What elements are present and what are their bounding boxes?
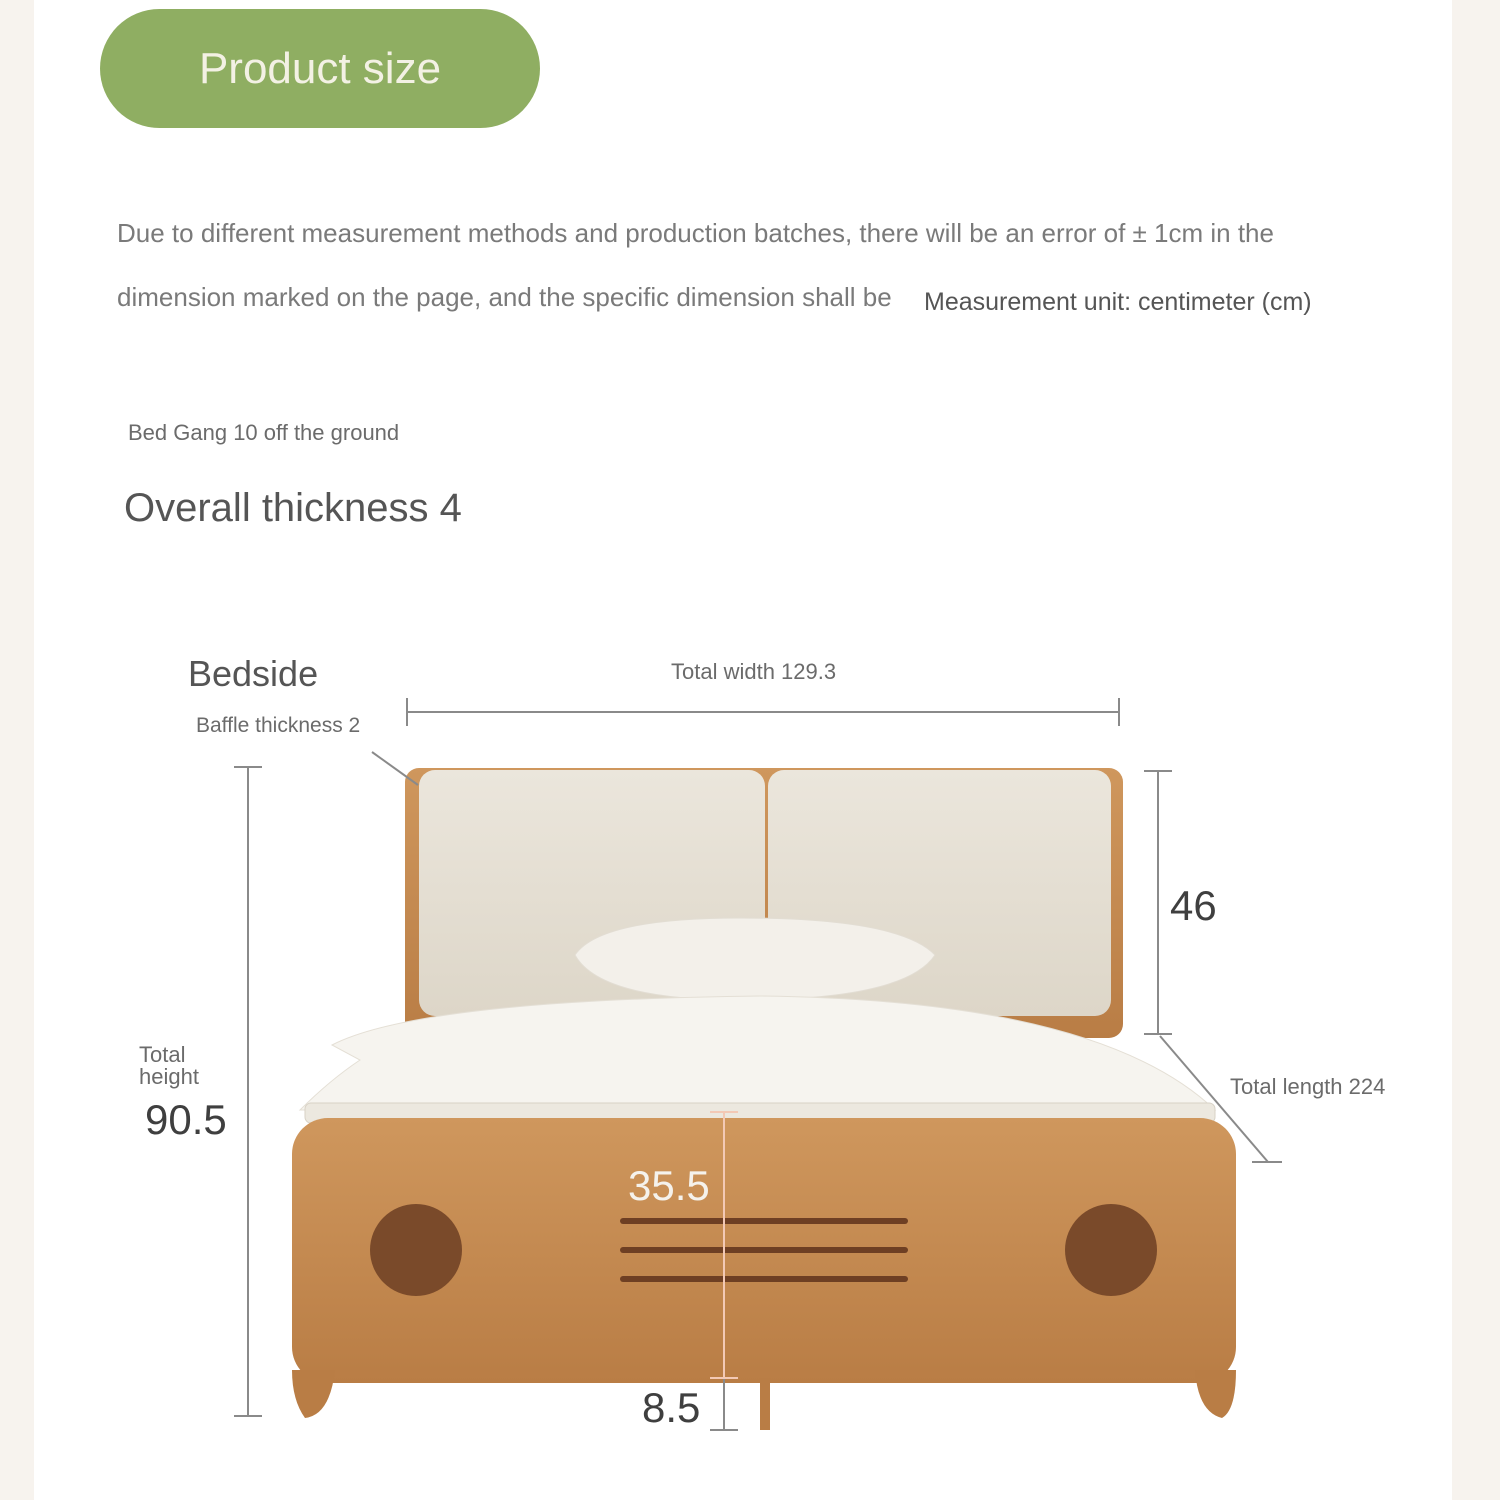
total-height-label-2: height: [139, 1064, 199, 1089]
leg-height-value: 8.5: [642, 1384, 701, 1431]
leg-right: [1195, 1370, 1236, 1418]
leg-center: [760, 1378, 770, 1430]
footboard-circle-left: [370, 1204, 462, 1296]
measurement-unit: Measurement unit: centimeter (cm): [924, 288, 1312, 316]
footboard-groove-3: [620, 1276, 908, 1282]
footboard-circle-right: [1065, 1204, 1157, 1296]
headboard-height-value: 46: [1170, 882, 1217, 929]
notice-line-2: dimension marked on the page, and the specific dimension shall be: [117, 282, 892, 312]
footboard-height-value: 35.5: [628, 1162, 710, 1209]
overall-thickness: Overall thickness 4: [124, 486, 462, 530]
ground-clearance-note: Bed Gang 10 off the ground: [128, 420, 400, 445]
baffle-thickness-label: Baffle thickness 2: [196, 714, 361, 737]
footboard-groove-1: [620, 1218, 908, 1224]
leg-left: [292, 1370, 335, 1418]
bedside-label: Bedside: [188, 653, 319, 694]
footboard-groove-2: [620, 1247, 908, 1253]
notice-line-1: Due to different measurement methods and production batches, there will be an error of ± 1cm in the: [117, 218, 1274, 248]
total-height-label-1: Total: [139, 1042, 186, 1067]
section-title: Product size: [198, 43, 442, 93]
total-length-label: Total length 224: [1230, 1074, 1386, 1099]
total-width-label: Total width 129.3: [671, 659, 837, 684]
total-height-value: 90.5: [145, 1096, 227, 1143]
baffle-pointer-line: [372, 752, 418, 785]
